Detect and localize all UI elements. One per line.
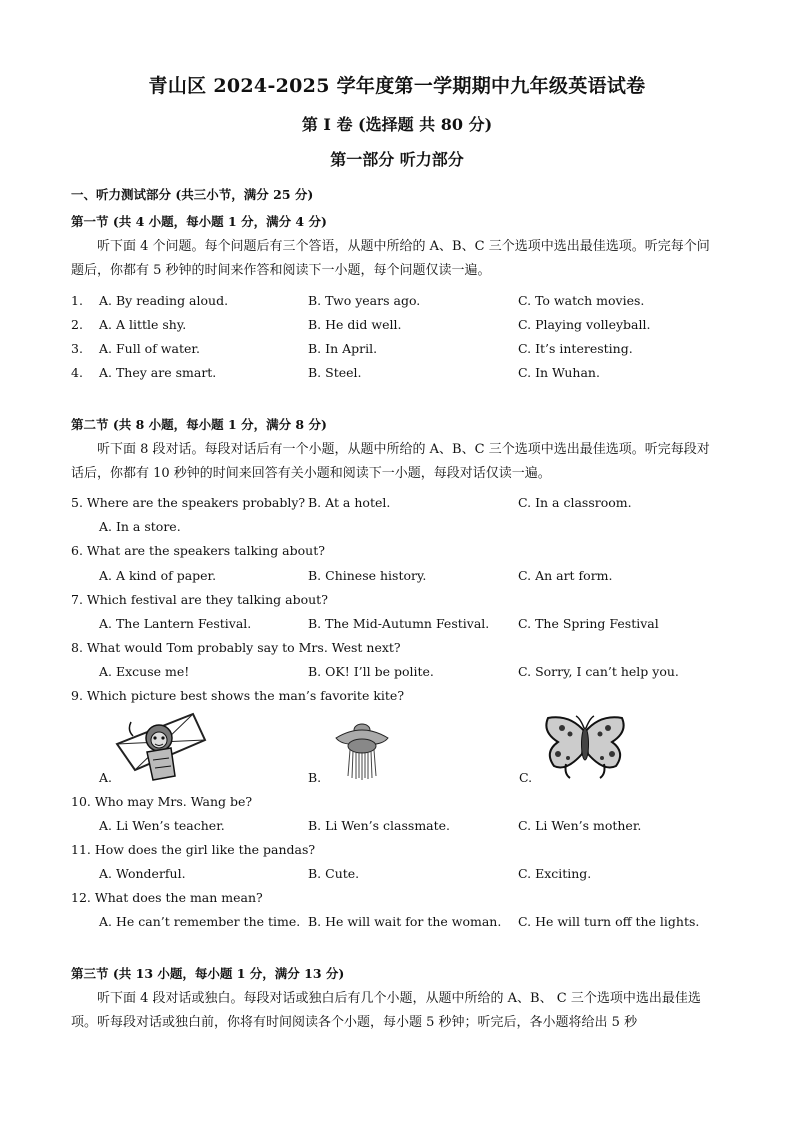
question-5 (71, 495, 731, 515)
question-8-options (71, 664, 731, 684)
option-c: C. It’s interesting. (518, 341, 633, 356)
option-c: C. Sorry, I can’t help you. (518, 664, 679, 679)
question-10 (71, 794, 731, 814)
question-stem: 10. Who may Mrs. Wang be? (71, 794, 253, 809)
s3-instructions: 听下面 4 段对话或独白。每段对话或独白后有几个小题，从题中所给的 A、B、 C 三个选项中选出最佳选项。听每段对话或独白前，你将有时间阅读各个小题，每小题 5 秒钟；听完后，各小题将给出 5 秒 (71, 991, 701, 1030)
option-a: A. Li Wen’s teacher. (99, 818, 225, 833)
option-b: B. He will wait for the woman. (308, 914, 502, 929)
question-stem: 8. What would Tom probably say to Mrs. West next? (71, 640, 401, 655)
question-stem: 9. Which picture best shows the man’s favorite kite? (71, 688, 405, 703)
option-b: B. The Mid-Autumn Festival. (308, 616, 490, 631)
option-c: C. He will turn off the lights. (518, 914, 700, 929)
option-c: C. Li Wen’s mother. (518, 818, 642, 833)
s1-heading: 第一节 (共 4 小题，每小题 1 分，满分 4 分) (71, 214, 327, 229)
question-12-options (71, 914, 731, 934)
option-a: A. They are smart. (99, 365, 217, 380)
kite-a-image (113, 710, 209, 782)
option-a: A. A kind of paper. (99, 568, 217, 583)
question-row-3 (71, 341, 731, 361)
option-c: C. The Spring Festival (518, 616, 659, 631)
exam-title: 青山区 2024-2025 学年度第一学期期中九年级英语试卷 (148, 75, 646, 97)
option-a: A. Wonderful. (99, 866, 186, 881)
kite-a-label: A. (99, 770, 113, 785)
s2-instructions: 听下面 8 段对话。每段对话后有一个小题，从题中所给的 A、B、C 三个选项中选出最佳选项。听完每段对话后，你都有 10 秒钟的时间来回答有关小题和阅读下一小题，每段对话仅读一遍。 (71, 442, 710, 481)
question-stem: 7. Which festival are they talking about? (71, 592, 328, 607)
option-c: C. Exciting. (518, 866, 592, 881)
option-b: B. Cute. (308, 866, 360, 881)
kite-c-label: C. (519, 770, 533, 785)
question-7 (71, 592, 731, 612)
s2-heading: 第二节 (共 8 小题，每小题 1 分，满分 8 分) (71, 417, 327, 432)
volume-heading: 第 I 卷 (选择题 共 80 分) (301, 115, 493, 134)
question-5-option-a-row (71, 519, 731, 539)
option-b: B. OK! I’ll be polite. (308, 664, 434, 679)
option-b: B. Steel. (308, 365, 362, 380)
kite-b-label: B. (308, 770, 322, 785)
option-b: B. At a hotel. (308, 495, 391, 510)
question-11-options (71, 866, 731, 886)
option-a: A. Full of water. (99, 341, 200, 356)
option-a: A. The Lantern Festival. (99, 616, 252, 631)
question-6-options (71, 568, 731, 588)
option-b: B. Two years ago. (308, 293, 421, 308)
option-c: C. An art form. (518, 568, 613, 583)
kite-c-image (540, 712, 630, 782)
question-12 (71, 890, 731, 910)
option-b: B. He did well. (308, 317, 402, 332)
question-number: 2. (71, 317, 83, 332)
option-c: C. In a classroom. (518, 495, 632, 510)
option-c: C. In Wuhan. (518, 365, 600, 380)
question-stem: 11. How does the girl like the pandas? (71, 842, 316, 857)
question-number: 1. (71, 293, 83, 308)
question-row-4 (71, 365, 731, 385)
option-c: C. To watch movies. (518, 293, 645, 308)
option-c: C. Playing volleyball. (518, 317, 651, 332)
option-b: B. In April. (308, 341, 378, 356)
question-number: 4. (71, 365, 83, 380)
option-a: A. By reading aloud. (99, 293, 229, 308)
option-a: A. He can’t remember the time. (99, 914, 301, 929)
question-row-2 (71, 317, 731, 337)
question-7-options (71, 616, 731, 636)
question-8 (71, 640, 731, 660)
question-number: 3. (71, 341, 83, 356)
option-a: A. Excuse me! (99, 664, 190, 679)
question-10-options (71, 818, 731, 838)
question-6 (71, 543, 731, 563)
option-b: B. Chinese history. (308, 568, 427, 583)
question-11 (71, 842, 731, 862)
question-stem: 5. Where are the speakers probably? (71, 495, 306, 510)
option-a: A. In a store. (99, 519, 181, 534)
option-a: A. A little shy. (99, 317, 187, 332)
question-9 (71, 688, 731, 708)
part-heading: 第一部分 听力部分 (330, 150, 464, 169)
question-row-1 (71, 293, 731, 313)
question-stem: 6. What are the speakers talking about? (71, 543, 325, 558)
question-stem: 12. What does the man mean? (71, 890, 263, 905)
listening-section-heading: 一、听力测试部分 (共三小节，满分 25 分) (71, 187, 314, 202)
s3-heading: 第三节 (共 13 小题，每小题 1 分，满分 13 分) (71, 966, 345, 981)
s1-instructions: 听下面 4 个问题。每个问题后有三个答语，从题中所给的 A、B、C 三个选项中选出最佳选项。听完每个问题后，你都有 5 秒钟的时间来作答和阅读下一小题，每个问题仅读一遍。 (71, 239, 710, 278)
option-b: B. Li Wen’s classmate. (308, 818, 451, 833)
kite-b-image (330, 716, 394, 780)
